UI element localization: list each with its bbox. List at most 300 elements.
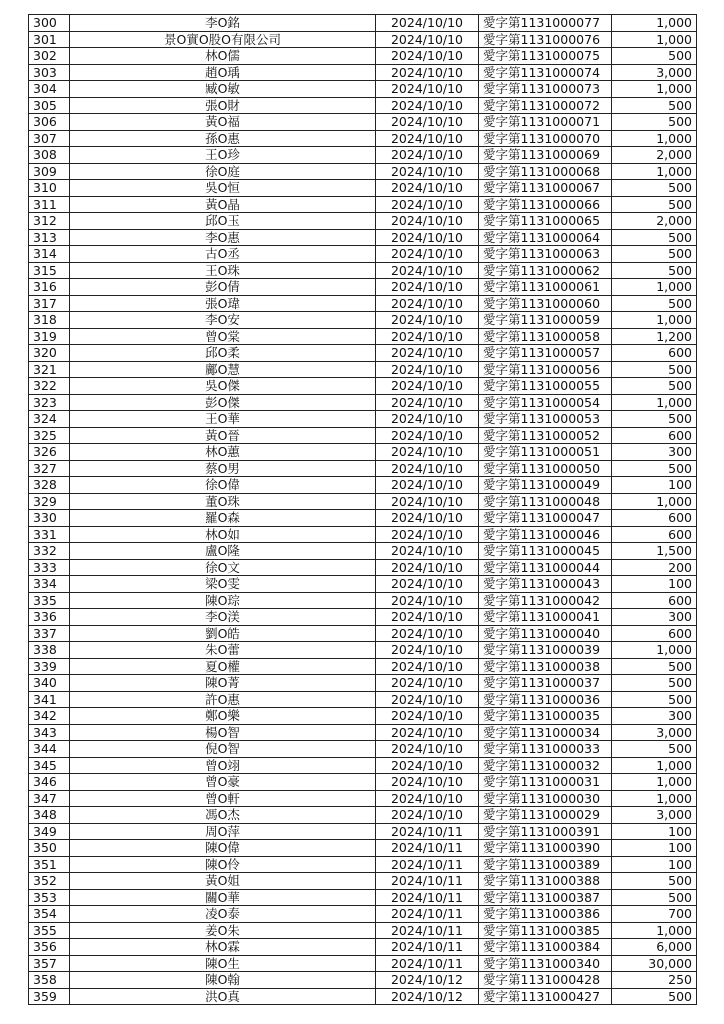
receipt-number: 愛字第1131000384: [479, 939, 612, 956]
receipt-number: 愛字第1131000070: [479, 130, 612, 147]
receipt-number: 愛字第1131000044: [479, 559, 612, 576]
donation-date: 2024/10/10: [376, 15, 479, 32]
row-number: 312: [29, 213, 70, 230]
receipt-number: 愛字第1131000387: [479, 889, 612, 906]
row-number: 309: [29, 163, 70, 180]
donation-amount: 600: [612, 510, 697, 527]
row-number: 302: [29, 48, 70, 65]
donor-name: 林O霖: [70, 939, 376, 956]
donor-name: 吳O恒: [70, 180, 376, 197]
donor-name: 黃O姐: [70, 873, 376, 890]
donation-table-body: [29, 15, 697, 1005]
row-number: 320: [29, 345, 70, 362]
donation-date: 2024/10/11: [376, 922, 479, 939]
donation-amount: 1,000: [612, 790, 697, 807]
receipt-number: 愛字第1131000388: [479, 873, 612, 890]
donation-date: 2024/10/10: [376, 724, 479, 741]
donation-amount: 500: [612, 988, 697, 1005]
donation-amount: 500: [612, 691, 697, 708]
donor-name: 吳O傑: [70, 378, 376, 395]
receipt-number: 愛字第1131000055: [479, 378, 612, 395]
receipt-number: 愛字第1131000063: [479, 246, 612, 263]
donation-amount: 600: [612, 427, 697, 444]
table-row: [29, 675, 697, 692]
table-row: [29, 163, 697, 180]
table-row: [29, 988, 697, 1005]
table-row: [29, 691, 697, 708]
donation-date: 2024/10/10: [376, 444, 479, 461]
receipt-number: 愛字第1131000053: [479, 411, 612, 428]
receipt-number: 愛字第1131000068: [479, 163, 612, 180]
donation-amount: 1,000: [612, 493, 697, 510]
donor-name: 張O財: [70, 97, 376, 114]
donor-name: 張O瑋: [70, 295, 376, 312]
donor-name: 孫O惠: [70, 130, 376, 147]
donation-amount: 1,000: [612, 394, 697, 411]
donor-name: 陳O偉: [70, 840, 376, 857]
donation-amount: 100: [612, 856, 697, 873]
receipt-number: 愛字第1131000034: [479, 724, 612, 741]
donation-date: 2024/10/11: [376, 889, 479, 906]
donation-date: 2024/10/10: [376, 213, 479, 230]
donation-date: 2024/10/10: [376, 510, 479, 527]
table-row: [29, 609, 697, 626]
receipt-number: 愛字第1131000389: [479, 856, 612, 873]
donor-name: 曾O翊: [70, 757, 376, 774]
table-row: [29, 840, 697, 857]
donor-name: 邱O柔: [70, 345, 376, 362]
row-number: 346: [29, 774, 70, 791]
row-number: 333: [29, 559, 70, 576]
receipt-number: 愛字第1131000050: [479, 460, 612, 477]
row-number: 335: [29, 592, 70, 609]
donation-amount: 100: [612, 477, 697, 494]
donor-name: 邱O玉: [70, 213, 376, 230]
donation-amount: 1,000: [612, 922, 697, 939]
receipt-number: 愛字第1131000059: [479, 312, 612, 329]
row-number: 301: [29, 31, 70, 48]
table-row: [29, 642, 697, 659]
donation-amount: 3,000: [612, 807, 697, 824]
receipt-number: 愛字第1131000041: [479, 609, 612, 626]
row-number: 359: [29, 988, 70, 1005]
donation-date: 2024/10/10: [376, 790, 479, 807]
table-row: [29, 741, 697, 758]
donation-amount: 600: [612, 526, 697, 543]
donation-date: 2024/10/10: [376, 427, 479, 444]
table-row: [29, 246, 697, 263]
table-row: [29, 592, 697, 609]
receipt-number: 愛字第1131000058: [479, 328, 612, 345]
row-number: 347: [29, 790, 70, 807]
receipt-number: 愛字第1131000340: [479, 955, 612, 972]
table-row: [29, 196, 697, 213]
donor-name: 彭O傑: [70, 394, 376, 411]
donation-amount: 1,000: [612, 642, 697, 659]
donation-amount: 1,000: [612, 130, 697, 147]
donation-amount: 600: [612, 625, 697, 642]
receipt-number: 愛字第1131000066: [479, 196, 612, 213]
donation-amount: 500: [612, 658, 697, 675]
donation-amount: 200: [612, 559, 697, 576]
donation-date: 2024/10/11: [376, 955, 479, 972]
donation-date: 2024/10/10: [376, 147, 479, 164]
donor-name: 洪O真: [70, 988, 376, 1005]
table-row: [29, 394, 697, 411]
donation-date: 2024/10/10: [376, 31, 479, 48]
donation-amount: 500: [612, 229, 697, 246]
table-row: [29, 526, 697, 543]
donor-name: 陳O生: [70, 955, 376, 972]
donation-date: 2024/10/10: [376, 180, 479, 197]
donor-name: 陳O菁: [70, 675, 376, 692]
receipt-number: 愛字第1131000391: [479, 823, 612, 840]
donation-amount: 500: [612, 196, 697, 213]
donation-amount: 500: [612, 460, 697, 477]
row-number: 314: [29, 246, 70, 263]
donor-name: 李O惠: [70, 229, 376, 246]
table-row: [29, 427, 697, 444]
receipt-number: 愛字第1131000074: [479, 64, 612, 81]
receipt-number: 愛字第1131000051: [479, 444, 612, 461]
donation-date: 2024/10/10: [376, 81, 479, 98]
donation-date: 2024/10/10: [376, 262, 479, 279]
donation-amount: 500: [612, 873, 697, 890]
row-number: 342: [29, 708, 70, 725]
donation-date: 2024/10/10: [376, 279, 479, 296]
row-number: 322: [29, 378, 70, 395]
donation-amount: 500: [612, 675, 697, 692]
donation-date: 2024/10/10: [376, 64, 479, 81]
table-row: [29, 312, 697, 329]
row-number: 356: [29, 939, 70, 956]
donation-date: 2024/10/10: [376, 741, 479, 758]
donation-amount: 1,500: [612, 543, 697, 560]
donation-date: 2024/10/10: [376, 411, 479, 428]
row-number: 344: [29, 741, 70, 758]
donation-date: 2024/10/10: [376, 361, 479, 378]
table-row: [29, 708, 697, 725]
receipt-number: 愛字第1131000075: [479, 48, 612, 65]
donor-name: 曾O棠: [70, 328, 376, 345]
receipt-number: 愛字第1131000065: [479, 213, 612, 230]
donation-amount: 600: [612, 345, 697, 362]
receipt-number: 愛字第1131000038: [479, 658, 612, 675]
table-row: [29, 411, 697, 428]
table-row: [29, 790, 697, 807]
donation-amount: 30,000: [612, 955, 697, 972]
donation-date: 2024/10/10: [376, 328, 479, 345]
donation-date: 2024/10/10: [376, 526, 479, 543]
donation-date: 2024/10/10: [376, 592, 479, 609]
table-row: [29, 378, 697, 395]
receipt-number: 愛字第1131000047: [479, 510, 612, 527]
table-row: [29, 48, 697, 65]
donor-name: 鄭O樂: [70, 708, 376, 725]
donor-name: 景O實O股O有限公司: [70, 31, 376, 48]
donation-date: 2024/10/10: [376, 774, 479, 791]
table-row: [29, 64, 697, 81]
donor-name: 林O如: [70, 526, 376, 543]
receipt-number: 愛字第1131000032: [479, 757, 612, 774]
donation-date: 2024/10/10: [376, 576, 479, 593]
donor-name: 朱O蕾: [70, 642, 376, 659]
table-row: [29, 955, 697, 972]
table-row: [29, 939, 697, 956]
donor-name: 周O萍: [70, 823, 376, 840]
donation-date: 2024/10/10: [376, 675, 479, 692]
donor-name: 陳O伶: [70, 856, 376, 873]
row-number: 305: [29, 97, 70, 114]
receipt-number: 愛字第1131000045: [479, 543, 612, 560]
row-number: 338: [29, 642, 70, 659]
receipt-number: 愛字第1131000062: [479, 262, 612, 279]
donation-date: 2024/10/10: [376, 48, 479, 65]
donor-name: 李O渼: [70, 609, 376, 626]
donation-date: 2024/10/10: [376, 609, 479, 626]
receipt-number: 愛字第1131000060: [479, 295, 612, 312]
donor-name: 關O華: [70, 889, 376, 906]
donor-name: 臧O敏: [70, 81, 376, 98]
donation-amount: 100: [612, 840, 697, 857]
donation-date: 2024/10/10: [376, 130, 479, 147]
row-number: 341: [29, 691, 70, 708]
donation-date: 2024/10/10: [376, 807, 479, 824]
row-number: 327: [29, 460, 70, 477]
receipt-number: 愛字第1131000072: [479, 97, 612, 114]
receipt-number: 愛字第1131000073: [479, 81, 612, 98]
row-number: 323: [29, 394, 70, 411]
donation-amount: 1,000: [612, 163, 697, 180]
receipt-number: 愛字第1131000040: [479, 625, 612, 642]
row-number: 300: [29, 15, 70, 32]
row-number: 358: [29, 972, 70, 989]
donor-name: 許O惠: [70, 691, 376, 708]
donation-amount: 500: [612, 262, 697, 279]
donation-table: [28, 14, 697, 1005]
donation-amount: 1,000: [612, 312, 697, 329]
donation-amount: 6,000: [612, 939, 697, 956]
table-row: [29, 724, 697, 741]
donor-name: 曾O豪: [70, 774, 376, 791]
donation-date: 2024/10/10: [376, 460, 479, 477]
receipt-number: 愛字第1131000427: [479, 988, 612, 1005]
receipt-number: 愛字第1131000386: [479, 906, 612, 923]
receipt-number: 愛字第1131000052: [479, 427, 612, 444]
donor-name: 古O丞: [70, 246, 376, 263]
donor-name: 夏O權: [70, 658, 376, 675]
donation-amount: 500: [612, 378, 697, 395]
donation-date: 2024/10/10: [376, 658, 479, 675]
donation-date: 2024/10/11: [376, 939, 479, 956]
row-number: 308: [29, 147, 70, 164]
row-number: 306: [29, 114, 70, 131]
donation-amount: 1,000: [612, 31, 697, 48]
donation-amount: 1,000: [612, 81, 697, 98]
row-number: 349: [29, 823, 70, 840]
table-row: [29, 114, 697, 131]
table-row: [29, 889, 697, 906]
donation-date: 2024/10/10: [376, 246, 479, 263]
row-number: 329: [29, 493, 70, 510]
donation-date: 2024/10/10: [376, 114, 479, 131]
receipt-number: 愛字第1131000056: [479, 361, 612, 378]
table-row: [29, 262, 697, 279]
donation-date: 2024/10/10: [376, 394, 479, 411]
table-row: [29, 180, 697, 197]
table-row: [29, 823, 697, 840]
donor-name: 王O珍: [70, 147, 376, 164]
row-number: 317: [29, 295, 70, 312]
donor-name: 陳O翰: [70, 972, 376, 989]
table-row: [29, 559, 697, 576]
receipt-number: 愛字第1131000030: [479, 790, 612, 807]
table-row: [29, 510, 697, 527]
row-number: 307: [29, 130, 70, 147]
row-number: 340: [29, 675, 70, 692]
donor-name: 李O安: [70, 312, 376, 329]
donor-name: 姜O朱: [70, 922, 376, 939]
donation-amount: 1,000: [612, 279, 697, 296]
row-number: 337: [29, 625, 70, 642]
donation-date: 2024/10/10: [376, 163, 479, 180]
donor-name: 黃O福: [70, 114, 376, 131]
donor-name: 盧O隆: [70, 543, 376, 560]
donor-name: 凌O泰: [70, 906, 376, 923]
donation-date: 2024/10/10: [376, 493, 479, 510]
donation-date: 2024/10/11: [376, 856, 479, 873]
donor-name: 楊O智: [70, 724, 376, 741]
row-number: 339: [29, 658, 70, 675]
donor-name: 劉O皓: [70, 625, 376, 642]
donation-amount: 500: [612, 114, 697, 131]
donation-amount: 500: [612, 361, 697, 378]
receipt-number: 愛字第1131000037: [479, 675, 612, 692]
donation-amount: 500: [612, 246, 697, 263]
donation-amount: 300: [612, 708, 697, 725]
row-number: 332: [29, 543, 70, 560]
donor-name: 李O銘: [70, 15, 376, 32]
donor-name: 陳O琮: [70, 592, 376, 609]
row-number: 350: [29, 840, 70, 857]
row-number: 311: [29, 196, 70, 213]
receipt-number: 愛字第1131000043: [479, 576, 612, 593]
donor-name: 黃O晉: [70, 427, 376, 444]
receipt-number: 愛字第1131000071: [479, 114, 612, 131]
donation-amount: 300: [612, 609, 697, 626]
donor-name: 徐O偉: [70, 477, 376, 494]
table-row: [29, 906, 697, 923]
table-row: [29, 576, 697, 593]
row-number: 352: [29, 873, 70, 890]
row-number: 321: [29, 361, 70, 378]
table-row: [29, 543, 697, 560]
row-number: 316: [29, 279, 70, 296]
table-row: [29, 130, 697, 147]
donation-amount: 500: [612, 889, 697, 906]
receipt-number: 愛字第1131000390: [479, 840, 612, 857]
receipt-number: 愛字第1131000048: [479, 493, 612, 510]
table-row: [29, 345, 697, 362]
donor-name: 王O珠: [70, 262, 376, 279]
row-number: 330: [29, 510, 70, 527]
donation-date: 2024/10/10: [376, 543, 479, 560]
donation-date: 2024/10/10: [376, 691, 479, 708]
row-number: 310: [29, 180, 70, 197]
table-row: [29, 625, 697, 642]
receipt-number: 愛字第1131000057: [479, 345, 612, 362]
donation-amount: 1,000: [612, 15, 697, 32]
row-number: 353: [29, 889, 70, 906]
table-row: [29, 229, 697, 246]
donor-name: 董O珠: [70, 493, 376, 510]
table-row: [29, 31, 697, 48]
table-row: [29, 81, 697, 98]
donation-amount: 2,000: [612, 213, 697, 230]
donation-date: 2024/10/10: [376, 757, 479, 774]
donation-date: 2024/10/10: [376, 196, 479, 213]
table-row: [29, 757, 697, 774]
donation-date: 2024/10/12: [376, 972, 479, 989]
table-row: [29, 807, 697, 824]
table-row: [29, 328, 697, 345]
table-row: [29, 922, 697, 939]
donation-amount: 700: [612, 906, 697, 923]
table-row: [29, 856, 697, 873]
receipt-number: 愛字第1131000067: [479, 180, 612, 197]
donation-amount: 250: [612, 972, 697, 989]
donor-name: 林O蕙: [70, 444, 376, 461]
donor-name: 曾O軒: [70, 790, 376, 807]
donation-date: 2024/10/10: [376, 625, 479, 642]
row-number: 326: [29, 444, 70, 461]
donor-name: 蔡O男: [70, 460, 376, 477]
row-number: 315: [29, 262, 70, 279]
donation-amount: 100: [612, 576, 697, 593]
table-row: [29, 477, 697, 494]
donation-date: 2024/10/10: [376, 477, 479, 494]
donation-date: 2024/10/10: [376, 312, 479, 329]
row-number: 303: [29, 64, 70, 81]
receipt-number: 愛字第1131000054: [479, 394, 612, 411]
donation-amount: 500: [612, 97, 697, 114]
row-number: 351: [29, 856, 70, 873]
receipt-number: 愛字第1131000385: [479, 922, 612, 939]
donor-name: 鄺O慧: [70, 361, 376, 378]
receipt-number: 愛字第1131000031: [479, 774, 612, 791]
receipt-number: 愛字第1131000076: [479, 31, 612, 48]
donation-amount: 500: [612, 180, 697, 197]
receipt-number: 愛字第1131000064: [479, 229, 612, 246]
table-row: [29, 658, 697, 675]
donation-date: 2024/10/10: [376, 345, 479, 362]
receipt-number: 愛字第1131000033: [479, 741, 612, 758]
row-number: 334: [29, 576, 70, 593]
receipt-number: 愛字第1131000428: [479, 972, 612, 989]
table-row: [29, 873, 697, 890]
donation-date: 2024/10/11: [376, 873, 479, 890]
donation-date: 2024/10/10: [376, 708, 479, 725]
row-number: 345: [29, 757, 70, 774]
row-number: 319: [29, 328, 70, 345]
table-row: [29, 15, 697, 32]
donation-date: 2024/10/10: [376, 378, 479, 395]
row-number: 331: [29, 526, 70, 543]
donation-date: 2024/10/10: [376, 295, 479, 312]
row-number: 325: [29, 427, 70, 444]
donor-name: 徐O文: [70, 559, 376, 576]
receipt-number: 愛字第1131000036: [479, 691, 612, 708]
